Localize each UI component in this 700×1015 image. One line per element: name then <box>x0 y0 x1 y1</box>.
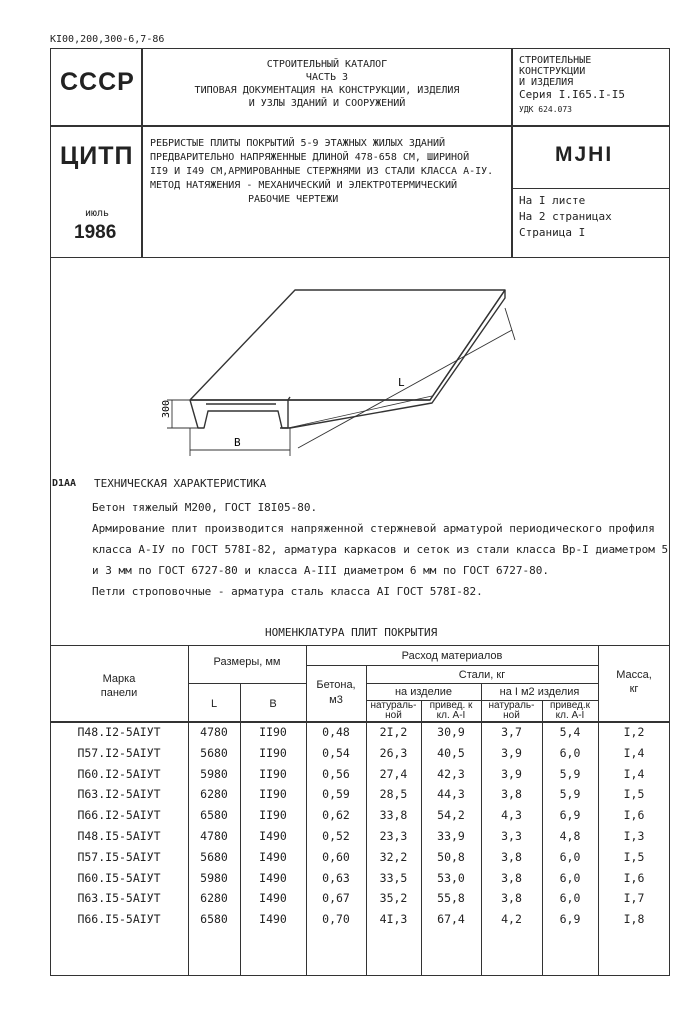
cell-mass: I,5 <box>623 849 645 864</box>
header-steel: Стали, кг <box>458 669 506 681</box>
cell-m2-reduced: 6,9 <box>559 808 581 823</box>
cell-width: II90 <box>259 745 287 760</box>
cell-steel-reduced: 40,5 <box>437 745 465 760</box>
cell-concrete: 0,60 <box>322 849 350 864</box>
section-line: СТРОИТЕЛЬНЫЕ <box>519 55 592 66</box>
header-L: L <box>210 698 218 710</box>
tech-title: ТЕХНИЧЕСКАЯ ХАРАКТЕРИСТИКА <box>94 477 267 490</box>
header-mass-line: Масса, <box>616 669 652 681</box>
title-line: РАБОЧИЕ ЧЕРТЕЖИ <box>248 194 339 205</box>
cell-steel-reduced: 42,3 <box>437 766 465 781</box>
udk-line: УДК 624.073 <box>519 105 572 114</box>
document-code: KI00,200,300-6,7-86 <box>50 34 165 45</box>
cell-length: 4780 <box>200 725 228 739</box>
tech-code: D1AA <box>52 478 77 489</box>
tech-line: Петли строповочные - арматура сталь класса АI ГОСТ 578I-82. <box>92 585 483 598</box>
cell-width: I490 <box>259 891 287 906</box>
cell-steel-reduced: 33,9 <box>437 829 465 843</box>
cell-length: 5980 <box>200 870 228 885</box>
cell-m2-natural: 3,3 <box>501 829 522 843</box>
cell-width: I490 <box>259 870 287 885</box>
cell-m2-natural: 4,3 <box>501 808 522 823</box>
cell-concrete: 0,70 <box>322 912 350 927</box>
cell-mark: П57.I5-5АIУТ <box>77 849 161 864</box>
cell-m2-natural: 4,2 <box>501 912 522 927</box>
title-line: МЕТОД НАТЯЖЕНИЯ - МЕХАНИЧЕСКИЙ И ЭЛЕКТРОТЕРМИЧЕСКИЙ <box>150 180 458 191</box>
cell-mass: I,6 <box>623 870 645 885</box>
catalog-line: ТИПОВАЯ ДОКУМЕНТАЦИЯ НА КОНСТРУКЦИИ, ИЗДЕЛИЯ <box>194 85 460 96</box>
cell-m2-natural: 3,8 <box>501 849 522 864</box>
catalog-block <box>145 58 509 110</box>
catalog-line: И УЗЛЫ ЗДАНИЙ И СООРУЖЕНИЙ <box>248 98 406 109</box>
org-citp: ЦИТП <box>60 142 134 170</box>
header-sizes: Размеры, мм <box>213 656 281 668</box>
cell-length: 4780 <box>200 829 228 843</box>
catalog-line: ЧАСТЬ 3 <box>305 72 349 83</box>
cell-width: I490 <box>259 849 287 864</box>
cell-mass: I,2 <box>623 725 645 739</box>
header-natural-line: ной <box>385 710 402 721</box>
header-mass-line: кг <box>629 683 639 695</box>
header-consumption: Расход материалов <box>401 650 503 662</box>
dim-length-label: L <box>398 376 405 389</box>
cell-mark: П66.I5-5АIУТ <box>77 912 161 927</box>
sheet-info-line: Страница I <box>519 226 586 239</box>
cell-m2-natural: 3,7 <box>501 725 522 739</box>
sheet-info <box>519 193 612 241</box>
cell-steel-reduced: 53,0 <box>437 870 465 885</box>
header-reduced-line: привед. к <box>429 700 473 711</box>
cell-length: 6280 <box>200 891 228 906</box>
cell-mass: I,6 <box>623 808 645 823</box>
cell-width: II90 <box>259 808 287 823</box>
header-mark-line: панели <box>100 687 138 699</box>
cell-mass: I,5 <box>623 787 645 802</box>
cell-steel-reduced: 55,8 <box>437 891 465 906</box>
cell-concrete: 0,59 <box>322 787 350 802</box>
catalog-line: СТРОИТЕЛЬНЫЙ КАТАЛОГ <box>266 59 388 70</box>
header-per-item: на изделие <box>394 686 453 698</box>
header-reduced <box>421 701 481 721</box>
cell-m2-reduced: 5,4 <box>559 725 581 739</box>
cell-mass: I,8 <box>623 912 645 927</box>
header-concrete <box>306 678 366 708</box>
cell-m2-natural: 3,8 <box>501 891 522 906</box>
cell-concrete: 0,62 <box>322 808 350 823</box>
header-natural-line: натураль- <box>370 700 417 711</box>
cell-length: 5680 <box>200 849 228 864</box>
cell-m2-natural: 3,9 <box>501 745 522 760</box>
cell-width: I490 <box>259 912 287 927</box>
header-concrete-line: Бетона, <box>316 679 356 691</box>
cell-width: II90 <box>259 787 287 802</box>
date-month: июль <box>85 208 110 219</box>
cell-concrete: 0,67 <box>322 891 350 906</box>
cell-concrete: 0,54 <box>322 745 350 760</box>
cell-m2-natural: 3,8 <box>501 870 522 885</box>
cell-width: II90 <box>259 725 287 739</box>
tech-text <box>92 497 668 602</box>
cell-steel-natural: 32,2 <box>379 849 408 864</box>
cell-mass: I,4 <box>623 766 645 781</box>
cell-length: 5980 <box>200 766 228 781</box>
cell-length: 6280 <box>200 787 228 802</box>
cell-concrete: 0,52 <box>322 829 350 843</box>
header-reduced-m2-line: привед.к <box>549 700 591 711</box>
cell-steel-natural: 33,8 <box>379 808 408 823</box>
cell-m2-reduced: 6,9 <box>559 912 581 927</box>
cell-mass: I,3 <box>623 829 645 843</box>
cell-steel-reduced: 67,4 <box>437 912 465 927</box>
header-mark-line: Марка <box>102 673 136 685</box>
tech-line: класса А-IУ по ГОСТ 578I-82, арматура каркасов и сеток из стали класса Вр-I диаметром 5 <box>92 543 669 556</box>
cell-concrete: 0,56 <box>322 766 350 781</box>
header-concrete-line: м3 <box>329 694 343 706</box>
dim-width-label: B <box>234 436 241 449</box>
cell-steel-reduced: 44,3 <box>437 787 465 802</box>
title-line: РЕБРИСТЫЕ ПЛИТЫ ПОКРЫТИЙ 5-9 ЭТАЖНЫХ ЖИЛЫХ ЗДАНИЙ <box>150 138 446 149</box>
header-reduced-line: кл. А-I <box>436 710 466 721</box>
series-line: Серия I.I65.I-I5 <box>519 88 625 101</box>
cell-mark: П66.I2-5АIУТ <box>77 808 161 823</box>
cell-concrete: 0,48 <box>322 725 350 739</box>
cell-m2-reduced: 6,0 <box>559 891 581 906</box>
header-natural <box>366 701 421 721</box>
cell-mark: П48.I2-5АIУТ <box>77 725 161 739</box>
header-natural-m2-line: натураль- <box>488 700 535 711</box>
cell-m2-reduced: 6,0 <box>559 849 581 864</box>
cell-width: II90 <box>259 766 287 781</box>
header-mark <box>50 672 188 700</box>
cell-m2-natural: 3,8 <box>501 787 522 802</box>
section-line: И ИЗДЕЛИЯ <box>519 77 574 88</box>
cell-concrete: 0,63 <box>322 870 350 885</box>
header-reduced-m2-line: кл. А-I <box>555 710 585 721</box>
tech-line: Армирование плит производится напряженной стержневой арматурой периодического профиля <box>92 522 655 535</box>
cell-mass: I,7 <box>623 891 645 906</box>
cell-length: 5680 <box>200 745 228 760</box>
sheet-info-line: На I листе <box>519 194 586 207</box>
cell-mass: I,4 <box>623 745 645 760</box>
slab-drawing <box>150 278 530 468</box>
cell-steel-natural: 28,5 <box>379 787 408 802</box>
cell-steel-natural: 27,4 <box>379 766 408 781</box>
document-title <box>150 137 493 207</box>
cell-mark: П63.I2-5АIУТ <box>77 787 161 802</box>
dim-height-label: 300 <box>161 399 172 418</box>
cell-width: I490 <box>259 829 287 843</box>
title-line: II9 И I49 СМ,АРМИРОВАННЫЕ СТЕРЖНЯМИ ИЗ СТАЛИ КЛАССА А-IУ. <box>150 166 494 177</box>
cell-m2-reduced: 5,9 <box>559 787 581 802</box>
cell-steel-reduced: 30,9 <box>437 725 465 739</box>
sheet-code: МJНI <box>555 143 614 166</box>
cell-m2-reduced: 6,0 <box>559 870 581 885</box>
table-title: НОМЕНКЛАТУРА ПЛИТ ПОКРЫТИЯ <box>265 626 438 639</box>
cell-mark: П57.I2-5АIУТ <box>77 745 161 760</box>
cell-mark: П60.I2-5АIУТ <box>77 766 161 781</box>
date-year: 1986 <box>74 222 117 243</box>
header-reduced-m2 <box>542 701 598 721</box>
cell-length: 6580 <box>200 912 228 927</box>
section-line: КОНСТРУКЦИИ <box>519 66 586 77</box>
cell-m2-reduced: 5,9 <box>559 766 581 781</box>
cell-steel-natural: 35,2 <box>379 891 408 906</box>
section-block <box>519 55 625 116</box>
cell-length: 6580 <box>200 808 228 823</box>
header-natural-m2 <box>481 701 542 721</box>
title-line: ПРЕДВАРИТЕЛЬНО НАПРЯЖЕННЫЕ ДЛИНОЙ 478-658 СМ, ШИРИНОЙ <box>150 152 470 163</box>
cell-mark: П60.I5-5АIУТ <box>77 870 161 885</box>
header-per-m2: на I м2 изделия <box>499 686 580 698</box>
cell-m2-reduced: 6,0 <box>559 745 581 760</box>
cell-steel-natural: 33,5 <box>379 870 408 885</box>
cell-mark: П63.I5-5АIУТ <box>77 891 161 906</box>
sheet-info-line: На 2 страницах <box>519 210 612 223</box>
cell-mark: П48.I5-5АIУТ <box>77 829 161 843</box>
cell-steel-natural: 23,3 <box>379 829 408 843</box>
org-ussr: СССР <box>60 68 135 96</box>
header-mass <box>598 668 670 696</box>
cell-steel-reduced: 54,2 <box>437 808 465 823</box>
cell-steel-natural: 2I,2 <box>379 725 408 739</box>
cell-m2-reduced: 4,8 <box>559 829 581 843</box>
tech-line: Бетон тяжелый М200, ГОСТ I8I05-80. <box>92 501 318 514</box>
header-natural-m2-line: ной <box>503 710 520 721</box>
cell-steel-reduced: 50,8 <box>437 849 465 864</box>
cell-steel-natural: 26,3 <box>379 745 408 760</box>
cell-steel-natural: 4I,3 <box>379 912 408 927</box>
header-B: B <box>269 698 277 710</box>
cell-m2-natural: 3,9 <box>501 766 522 781</box>
tech-line: и 3 мм по ГОСТ 6727-80 и класса А-III диаметром 6 мм по ГОСТ 6727-80. <box>92 564 549 577</box>
